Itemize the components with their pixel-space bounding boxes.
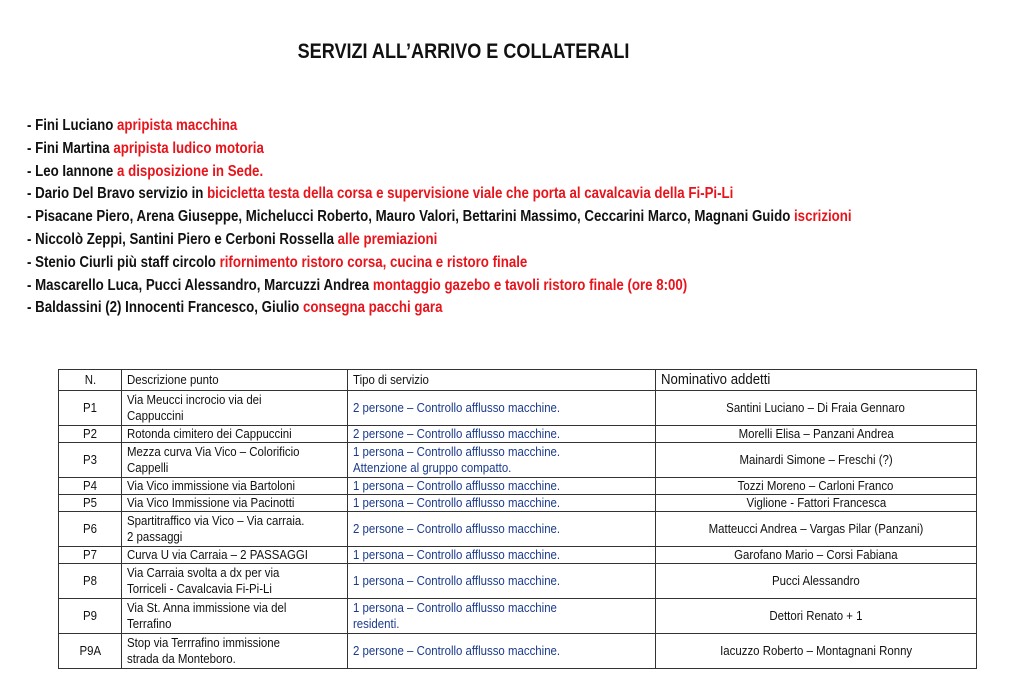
service-people: - Stenio Ciurli più staff circolo	[27, 253, 220, 271]
cell-tipo: 1 persona – Controllo afflusso macchine.	[348, 564, 656, 599]
service-item	[27, 297, 1023, 320]
cell-tipo: 2 persone – Controllo afflusso macchine.	[348, 426, 656, 443]
cell-n: P7	[59, 547, 122, 564]
header-tipo: Tipo di servizio	[348, 370, 656, 391]
cell-desc: Mezza curva Via Vico – Colorificio Cappelli	[122, 443, 348, 478]
cell-n: P2	[59, 426, 122, 443]
table-row	[59, 512, 977, 547]
table-header-row	[59, 370, 977, 391]
cell-n: P9A	[59, 634, 122, 669]
cell-tipo: 1 persona – Controllo afflusso macchine.	[348, 547, 656, 564]
page-title: SERVIZI ALL’ARRIVO E COLLATERALI	[297, 40, 630, 63]
service-role: montaggio gazebo e tavoli ristoro finale (ore 8:00)	[372, 276, 688, 294]
service-role: alle premiazioni	[337, 230, 438, 248]
cell-desc: Via Meucci incrocio via dei Cappuccini	[122, 391, 348, 426]
cell-tipo: 2 persone – Controllo afflusso macchine.	[348, 634, 656, 669]
table-row	[59, 478, 977, 495]
cell-nom: Matteucci Andrea – Vargas Pilar (Panzani)	[656, 512, 977, 547]
services-list	[27, 115, 1023, 320]
cell-n: P6	[59, 512, 122, 547]
service-people: - Baldassini (2) Innocenti Francesco, Giulio	[27, 299, 303, 317]
service-role: consegna pacchi gara	[302, 299, 443, 317]
cell-desc: Via Carraia svolta a dx per via Torriceli - Cavalcavia Fi-Pi-Li	[122, 564, 348, 599]
table-row	[59, 564, 977, 599]
cell-nom: Iacuzzo Roberto – Montagnani Ronny	[656, 634, 977, 669]
service-item	[27, 206, 1023, 229]
service-people: - Fini Martina	[27, 139, 114, 157]
service-role: a disposizione in Sede.	[117, 162, 264, 180]
service-role: bicicletta testa della corsa e supervisione viale che porta al cavalcavia della Fi-Pi-Li	[207, 185, 734, 203]
table-row	[59, 547, 977, 564]
table-row	[59, 599, 977, 634]
cell-tipo: 2 persone – Controllo afflusso macchine.	[348, 391, 656, 426]
service-people: - Niccolò Zeppi, Santini Piero e Cerboni Rossella	[27, 230, 338, 248]
table-row	[59, 495, 977, 512]
cell-tipo: 1 persona – Controllo afflusso macchine.	[348, 478, 656, 495]
table-row	[59, 391, 977, 426]
service-item	[27, 183, 1023, 206]
service-item	[27, 229, 1023, 252]
cell-desc: Spartitraffico via Vico – Via carraia. 2 passaggi	[122, 512, 348, 547]
table-row	[59, 426, 977, 443]
cell-nom: Mainardi Simone – Freschi (?)	[656, 443, 977, 478]
header-n: N.	[59, 370, 122, 391]
cell-nom: Morelli Elisa – Panzani Andrea	[656, 426, 977, 443]
service-people: - Pisacane Piero, Arena Giuseppe, Michelucci Roberto, Mauro Valori, Bettarini Massimo, Ceccarini Marco, Magnani Guido	[27, 208, 794, 226]
service-item	[27, 115, 1023, 138]
service-people: - Mascarello Luca, Pucci Alessandro, Marcuzzi Andrea	[27, 276, 373, 294]
service-people: - Dario Del Bravo servizio in	[27, 185, 208, 203]
cell-tipo: 1 persona – Controllo afflusso macchine. Attenzione al gruppo compatto.	[348, 443, 656, 478]
cell-n: P3	[59, 443, 122, 478]
cell-n: P8	[59, 564, 122, 599]
cell-nom: Viglione - Fattori Francesca	[656, 495, 977, 512]
header-nom: Nominativo addetti	[656, 370, 977, 391]
header-desc: Descrizione punto	[122, 370, 348, 391]
service-item	[27, 161, 1023, 184]
cell-desc: Via St. Anna immissione via del Terrafino	[122, 599, 348, 634]
service-people: - Leo Iannone	[27, 162, 118, 180]
cell-n: P9	[59, 599, 122, 634]
cell-desc: Curva U via Carraia – 2 PASSAGGI	[122, 547, 348, 564]
service-role: apripista macchina	[117, 117, 238, 134]
cell-nom: Dettori Renato + 1	[656, 599, 977, 634]
cell-nom: Tozzi Moreno – Carloni Franco	[656, 478, 977, 495]
service-item	[27, 138, 1023, 161]
cell-tipo: 1 persona – Controllo afflusso macchine.	[348, 495, 656, 512]
cell-n: P1	[59, 391, 122, 426]
assignments-table	[58, 369, 977, 669]
table-row	[59, 634, 977, 669]
cell-desc: Stop via Terrrafino immissione strada da Monteboro.	[122, 634, 348, 669]
cell-n: P4	[59, 478, 122, 495]
cell-desc: Rotonda cimitero dei Cappuccini	[122, 426, 348, 443]
cell-tipo: 1 persona – Controllo afflusso macchine residenti.	[348, 599, 656, 634]
cell-desc: Via Vico immissione via Bartoloni	[122, 478, 348, 495]
cell-desc: Via Vico Immissione via Pacinotti	[122, 495, 348, 512]
cell-tipo: 2 persone – Controllo afflusso macchine.	[348, 512, 656, 547]
service-people: - Fini Luciano	[27, 117, 118, 134]
service-item	[27, 252, 1023, 275]
service-role: rifornimento ristoro corsa, cucina e ristoro finale	[219, 253, 528, 271]
service-role: iscrizioni	[793, 208, 852, 226]
cell-n: P5	[59, 495, 122, 512]
cell-nom: Garofano Mario – Corsi Fabiana	[656, 547, 977, 564]
service-role: apripista ludico motoria	[113, 139, 264, 157]
cell-nom: Santini Luciano – Di Fraia Gennaro	[656, 391, 977, 426]
service-item	[27, 275, 1023, 298]
table-row	[59, 443, 977, 478]
cell-nom: Pucci Alessandro	[656, 564, 977, 599]
